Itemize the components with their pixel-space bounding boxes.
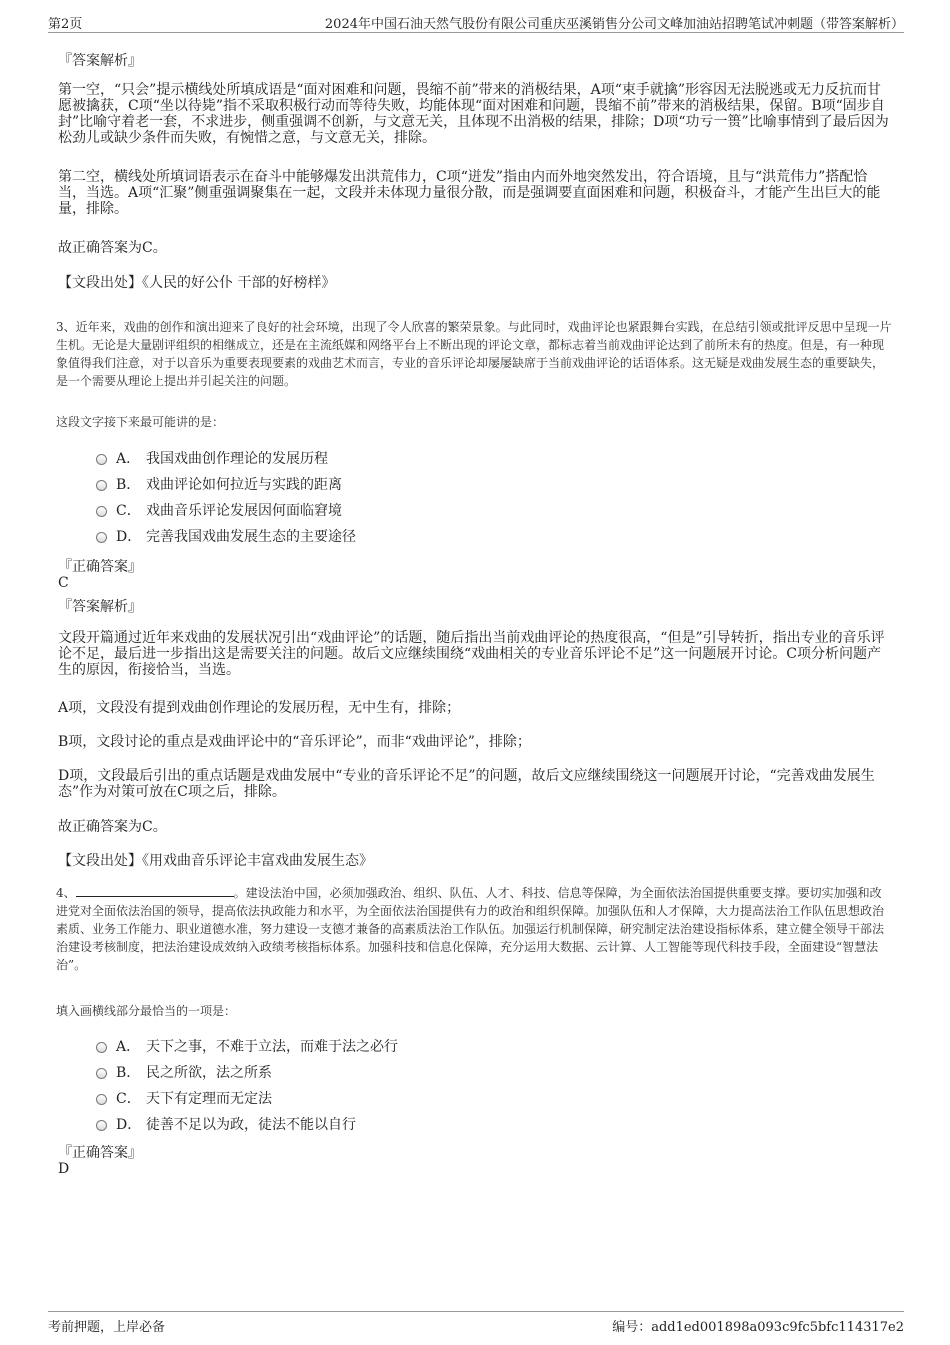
q4-question: 填入画横线部分最恰当的一项是： [56,1004,237,1018]
q3-option-b[interactable]: B． 戏曲评论如何拉近与实践的距离 [96,474,342,494]
page-footer [48,1311,904,1336]
q2-conclusion: 故正确答案为C。 [58,240,167,256]
q3-analysis-para3: B项，文段讨论的重点是戏曲评论中的“音乐评论”，而非“戏曲评论”，排除； [58,734,531,750]
q3-analysis-para1: 文段开篇通过近年来戏曲的发展状况引出“戏曲评论”的话题，随后指出当前戏曲评论的热度很高，“但是”引导转折，指出专业的音乐评论不足，最后进一步指出这是需要关注的问题。故后文应继续围绕“戏曲相关的专业音乐评论不足”这一问题展开讨论。C项分析问题产生的原因，衔接恰当，当选。 [58,630,885,678]
q2-analysis-para1: 第一空，“只会”提示横线处所填成语是“面对困难和问题，畏缩不前”带来的消极结果，A项“束手就擒”形容因无法脱逃或无力反抗而甘愿被擒获，C项“坐以待毙”指不采取积极行动而等待失败，均能体现“面对困难和问题，畏缩不前”带来的消极结果，保留。B项“固步自封”比喻守着老一套，不求进步，侧重强调不创新，与文意无关，且体现不出消极的结果，排除；D项“功亏一篑”比喻事情到了最后因为松劲儿或缺少条件而失败，有惋惜之意，与文意无关，排除。 [58,82,889,146]
radio-icon[interactable] [96,1094,107,1105]
radio-icon[interactable] [96,532,107,543]
q4-answer: D [58,1161,70,1177]
document-title: 2024年中国石油天然气股份有限公司重庆巫溪销售分公司文峰加油站招聘笔试冲刺题（带答案解析） [324,17,904,32]
q2-analysis-label: 『答案解析』 [58,53,142,69]
radio-icon[interactable] [96,506,107,517]
q3-option-c[interactable]: C． 戏曲音乐评论发展因何面临窘境 [96,500,342,520]
q3-source: 【文段出处】《用戏曲音乐评论丰富戏曲发展生态》 [58,853,373,869]
q3-conclusion: 故正确答案为C。 [58,819,167,835]
radio-icon[interactable] [96,480,107,491]
radio-icon[interactable] [96,1042,107,1053]
q3-question: 这段文字接下来最可能讲的是： [56,415,225,429]
q3-option-d[interactable]: D． 完善我国戏曲发展生态的主要途径 [96,526,356,546]
q2-source: 【文段出处】《人民的好公仆 干部的好榜样》 [58,275,336,291]
q3-answer: C [58,575,69,591]
q3-analysis-para4: D项，文段最后引出的重点话题是戏曲发展中“专业的音乐评论不足”的问题，故后文应继续围绕这一问题展开讨论，“完善戏曲发展生态”作为对策可放在C项之后，排除。 [58,768,875,800]
q3-analysis-para2: A项，文段没有提到戏曲创作理论的发展历程，无中生有，排除； [58,700,461,716]
q3-stem: 3、近年来，戏曲的创作和演出迎来了良好的社会环境，出现了令人欣喜的繁荣景象。与此同时，戏曲评论也紧跟舞台实践，在总结引领或批评反思中呈现一片生机。无论是大量剧评组织的相继成立，还是在主流纸媒和网络平台上不断出现的评论文章，都标志着当前戏曲评论达到了前所未有的热度。但是，有一种现象值得我们注意，对于以音乐为重要表现要素的戏曲艺术而言，专业的音乐评论却屡屡缺席于当前戏曲评论的话语体系。这无疑是戏曲发展生态的重要缺失，是一个需要从理论上提出并引起关注的问题。 [56,320,892,388]
document-id: 编号：add1ed001898a093c9fc5bfc114317e2 [612,1320,904,1335]
q4-option-b[interactable]: B． 民之所欲，法之所系 [96,1062,272,1082]
q4-option-a[interactable]: A． 天下之事，不难于立法，而难于法之必行 [96,1036,398,1056]
q3-option-a[interactable]: A． 我国戏曲创作理论的发展历程 [96,448,328,468]
footer-slogan: 考前押题，上岸必备 [48,1320,166,1335]
radio-icon[interactable] [96,1068,107,1079]
q4-option-c[interactable]: C． 天下有定理而无定法 [96,1088,272,1108]
q2-analysis-para2: 第二空，横线处所填词语表示在奋斗中能够爆发出洪荒伟力，C项“迸发”指由内而外地突然发出，符合语境，且与“洪荒伟力”搭配恰当，当选。A项“汇聚”侧重强调聚集在一起，文段并未体现力量很分散，而是强调要直面困难和问题，积极奋斗，才能产生出巨大的能量，排除。 [58,169,881,217]
page-header [48,10,904,33]
q4-option-d[interactable]: D． 徒善不足以为政，徒法不能以自行 [96,1114,356,1134]
radio-icon[interactable] [96,1120,107,1131]
radio-icon[interactable] [96,454,107,465]
page-number: 第2页 [48,17,83,32]
q4-stem: 4、 。建设法治中国，必须加强政治、组织、队伍、人才、科技、信息等保障，为全面依法治国提供重要支撑。要切实加强和改进党对全面依法治国的领导，提高依法执政能力和水平，为全面依法治国提供有力的政治和组织保障。加强队伍和人才保障，大力提高法治工作队伍思想政治素质、业务工作能力、职业道德水准，努力建设一支德才兼备的高素质法治工作队伍。加强运行机制保障，研究制定法治建设指标体系，建立健全领导干部法治建设考核制度，把法治建设成效纳入政绩考核指标体系。加强科技和信息化保障，充分运用大数据、云计算、人工智能等现代科技手段，全面建设“智慧法治”。 [56,886,885,972]
q4-answer-label: 『正确答案』 [58,1145,142,1161]
fill-blank [76,886,234,897]
q3-answer-label: 『正确答案』 [58,559,142,575]
q3-analysis-label: 『答案解析』 [58,599,142,615]
